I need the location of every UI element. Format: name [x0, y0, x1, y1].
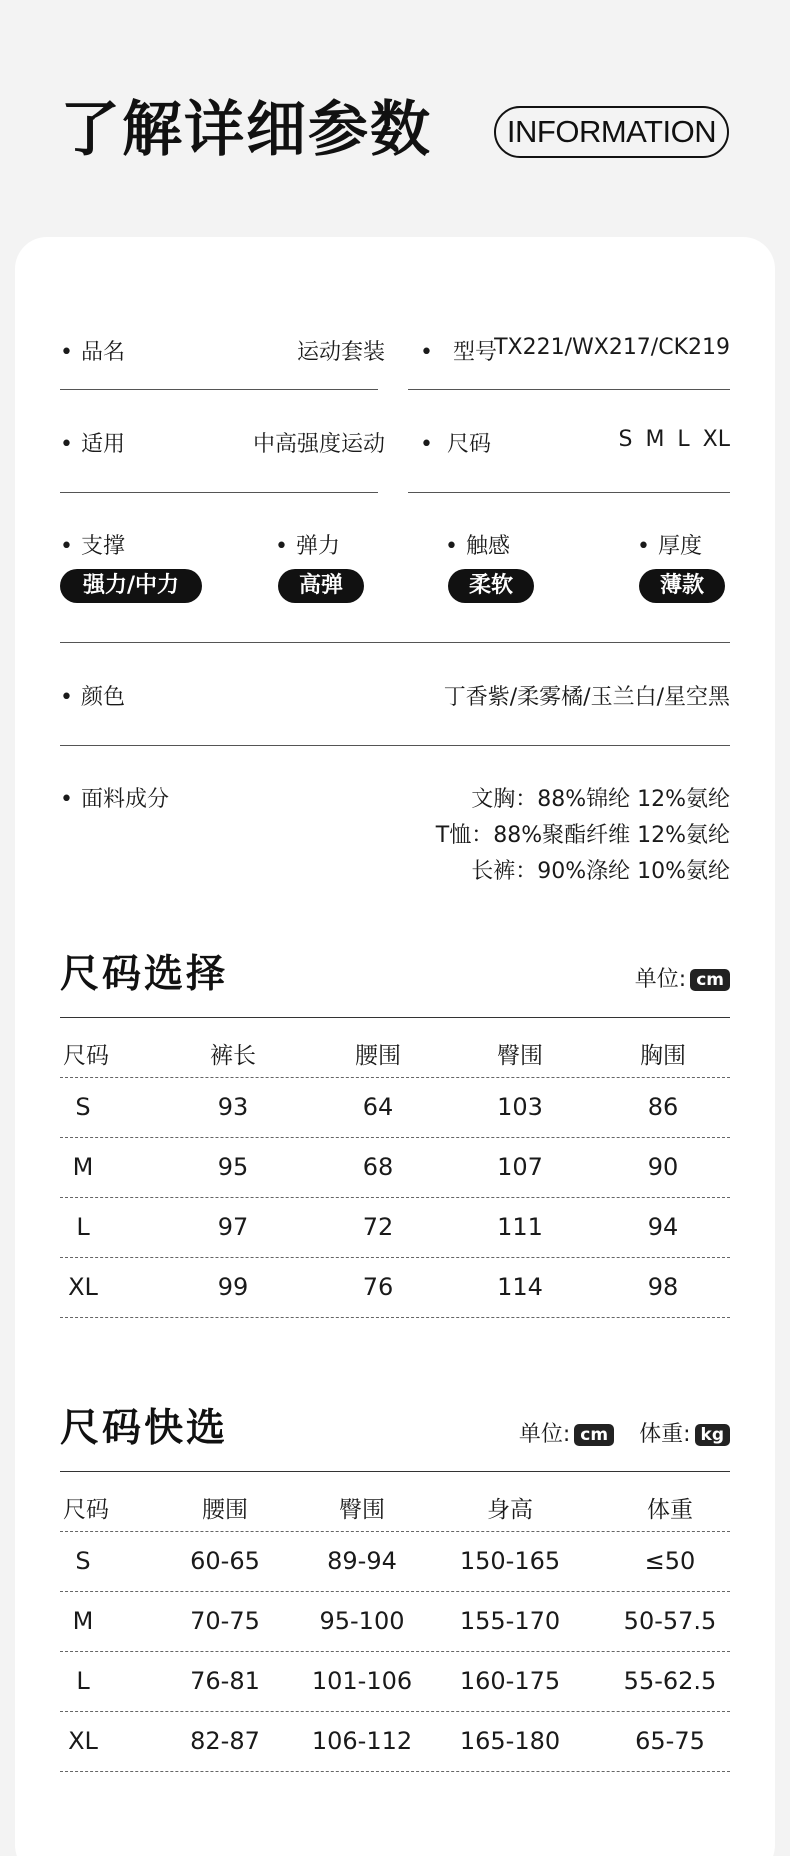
row-divider [60, 1591, 730, 1592]
page-title: 了解详细参数 [60, 95, 432, 165]
table-cell: 70-75 [190, 1607, 260, 1635]
row-divider [60, 1711, 730, 1712]
support-tag: 强力/中力 [60, 569, 202, 603]
unit-badge: cm [574, 1424, 614, 1446]
size-label: • 尺码 [420, 427, 491, 458]
table-cell: ≤50 [644, 1547, 696, 1575]
table-cell: 160-175 [459, 1667, 561, 1695]
table-cell: 76-81 [190, 1667, 260, 1695]
use-value: 中高强度运动 [252, 432, 385, 457]
row-divider [60, 1651, 730, 1652]
row-divider [60, 1771, 730, 1772]
divider [60, 492, 378, 493]
table-cell: 65-75 [635, 1727, 705, 1755]
table-cell: 114 [497, 1273, 543, 1301]
table-cell: 106-112 [311, 1727, 413, 1755]
divider [408, 492, 730, 493]
size-table-title: 尺码选择 [60, 952, 229, 997]
support-label: • 支撑 [60, 529, 125, 560]
page-header [0, 0, 790, 236]
table-cell: S [75, 1093, 91, 1121]
fabric-line: T恤：88%聚酯纤维 12%氨纶 [435, 823, 730, 848]
column-header: 臀围 [497, 1043, 543, 1069]
table-cell: XL [68, 1273, 98, 1301]
table-cell: 55-62.5 [623, 1667, 717, 1695]
table-cell: 97 [217, 1213, 249, 1241]
table-cell: 76 [362, 1273, 394, 1301]
table-cell: 50-57.5 [623, 1607, 717, 1635]
color-value: 丁香紫/柔雾橘/玉兰白/星空黑 [443, 685, 730, 710]
table-top-line [60, 1471, 730, 1472]
column-header: 体重 [647, 1497, 693, 1523]
table-cell: 101-106 [311, 1667, 413, 1695]
elasticity-label: • 弹力 [275, 529, 340, 560]
table-cell: 90 [647, 1153, 679, 1181]
table-cell: L [76, 1667, 90, 1695]
column-header: 腰围 [355, 1043, 401, 1069]
color-label: • 颜色 [60, 680, 125, 711]
table-cell: M [72, 1153, 94, 1181]
use-label: • 适用 [60, 427, 125, 458]
row-divider [60, 1077, 730, 1078]
information-badge: INFORMATION [494, 106, 729, 158]
table-cell: 99 [217, 1273, 249, 1301]
table-top-line [60, 1017, 730, 1018]
model-value: TX221/WX217/CK219 [494, 335, 730, 360]
name-value: 运动套装 [296, 340, 385, 365]
row-divider [60, 1317, 730, 1318]
row-divider [60, 1257, 730, 1258]
touch-tag: 柔软 [448, 569, 534, 603]
column-header: 裤长 [210, 1043, 256, 1069]
row-divider [60, 1531, 730, 1532]
table-cell: 155-170 [459, 1607, 561, 1635]
table-cell: 107 [497, 1153, 543, 1181]
table-cell: 86 [647, 1093, 679, 1121]
table-cell: 82-87 [190, 1727, 260, 1755]
fabric-label: • 面料成分 [60, 782, 169, 813]
thickness-label: • 厚度 [637, 529, 702, 560]
column-header: 臀围 [339, 1497, 385, 1523]
divider [60, 389, 378, 390]
quick-table-unit: 单位: cm 体重: kg [519, 1417, 730, 1448]
quick-table-title: 尺码快选 [60, 1406, 229, 1451]
table-cell: 95-100 [319, 1607, 405, 1635]
table-cell: 94 [647, 1213, 679, 1241]
table-cell: 93 [217, 1093, 249, 1121]
table-cell: 68 [362, 1153, 394, 1181]
info-card [15, 237, 775, 1856]
table-cell: 103 [497, 1093, 543, 1121]
model-label: • 型号 [420, 335, 497, 366]
elasticity-tag: 高弹 [278, 569, 364, 603]
unit-badge: cm [690, 969, 730, 991]
table-cell: S [75, 1547, 91, 1575]
divider [60, 745, 730, 746]
table-cell: 72 [362, 1213, 394, 1241]
column-header: 尺码 [63, 1497, 109, 1523]
thickness-tag: 薄款 [639, 569, 725, 603]
table-cell: 111 [497, 1213, 543, 1241]
table-cell: 150-165 [459, 1547, 561, 1575]
column-header: 身高 [487, 1497, 533, 1523]
table-cell: XL [68, 1727, 98, 1755]
column-header: 腰围 [202, 1497, 248, 1523]
table-cell: L [76, 1213, 90, 1241]
name-label: • 品名 [60, 335, 125, 366]
column-header: 尺码 [63, 1043, 109, 1069]
divider [60, 642, 730, 643]
row-divider [60, 1197, 730, 1198]
table-cell: 64 [362, 1093, 394, 1121]
touch-label: • 触感 [445, 529, 510, 560]
divider [408, 389, 730, 390]
size-table-unit: 单位: cm [635, 962, 730, 993]
fabric-line: 文胸：88%锦纶 12%氨纶 [471, 787, 730, 812]
table-cell: 60-65 [190, 1547, 260, 1575]
table-cell: 95 [217, 1153, 249, 1181]
table-cell: 89-94 [327, 1547, 397, 1575]
fabric-line: 长裤：90%涤纶 10%氨纶 [471, 859, 730, 884]
row-divider [60, 1137, 730, 1138]
size-value: S M L XL [618, 427, 730, 452]
column-header: 胸围 [640, 1043, 686, 1069]
table-cell: M [72, 1607, 94, 1635]
weight-badge: kg [695, 1424, 730, 1446]
table-cell: 98 [647, 1273, 679, 1301]
table-cell: 165-180 [459, 1727, 561, 1755]
